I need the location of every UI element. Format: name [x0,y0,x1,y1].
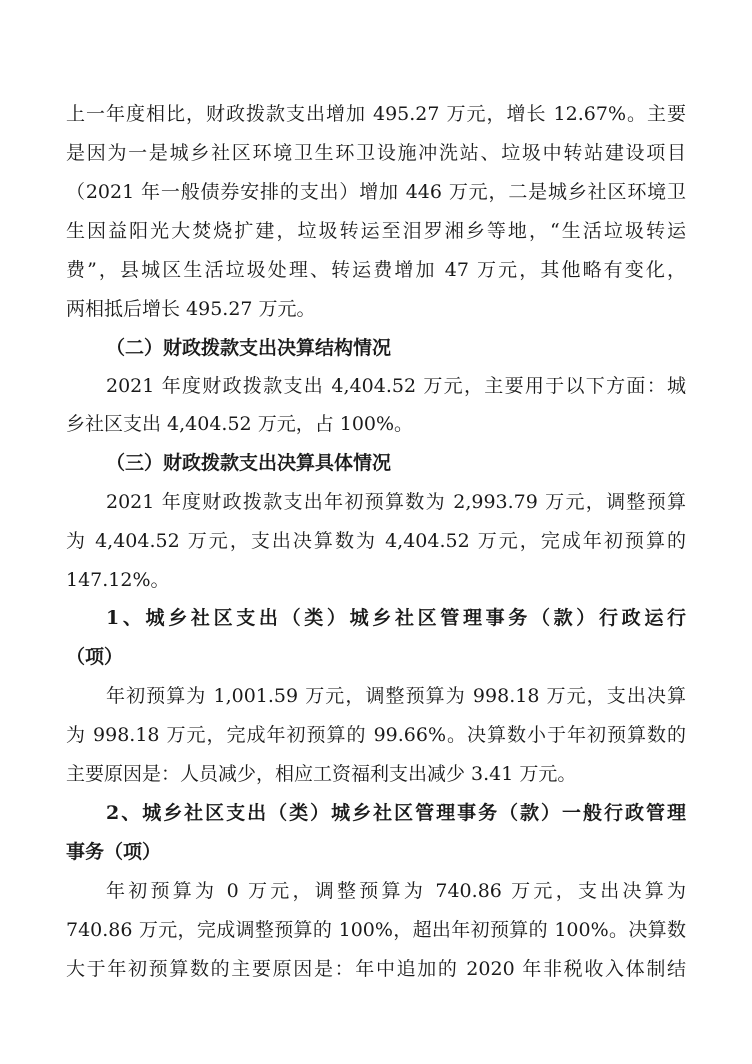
paragraph-line: 主要原因是：人员减少，相应工资福利支出减少 3.41 万元。 [66,763,577,785]
paragraph-line: 为 998.18 万元，完成年初预算的 99.66%。决算数小于年初预算数的 [66,724,686,746]
paragraph-line: 大于年初预算数的主要原因是：年中追加的 2020 年非税收入体制结 [66,958,686,980]
item-heading: 1、城乡社区支出（类）城乡社区管理事务（款）行政运行 [106,607,686,629]
paragraph-line: 生因益阳光大焚烧扩建，垃圾转运至泪罗湘乡等地，“生活垃圾转运 [66,220,686,242]
paragraph-line: 两相抵后增长 495.27 万元。 [66,298,316,320]
paragraph-line: 年初预算为 1,001.59 万元，调整预算为 998.18 万元，支出决算 [106,685,686,707]
paragraph-line: 为 4,404.52 万元，支出决算数为 4,404.52 万元，完成年初预算的 [66,530,686,552]
paragraph-line: 2021 年度财政拨款支出 4,404.52 万元，主要用于以下方面：城 [106,375,686,397]
paragraph-line: 乡社区支出 4,404.52 万元，占 100%。 [66,413,414,435]
item-heading: 2、城乡社区支出（类）城乡社区管理事务（款）一般行政管理 [106,802,686,824]
section-heading: （二）财政拨款支出决算结构情况 [106,337,392,359]
paragraph-line: （2021 年一般债券安排的支出）增加 446 万元，二是城乡社区环境卫 [66,181,686,203]
paragraph-line: 上一年度相比，财政拨款支出增加 495.27 万元，增长 12.67%。主要 [66,103,686,125]
paragraph-line: 费”，县城区生活垃圾处理、转运费增加 47 万元，其他略有变化， [66,259,686,281]
paragraph-line: 是因为一是城乡社区环境卫生环卫设施冲洗站、垃圾中转站建设项目 [66,142,686,164]
paragraph-line: 147.12%。 [66,569,170,591]
item-heading: 事务（项） [66,841,162,863]
paragraph-line: 740.86 万元，完成调整预算的 100%，超出年初预算的 100%。决算数 [66,919,686,941]
paragraph-line: 年初预算为 0 万元，调整预算为 740.86 万元，支出决算为 [106,880,686,902]
item-heading: （项） [66,646,124,668]
paragraph-line: 2021 年度财政拨款支出年初预算数为 2,993.79 万元，调整预算 [106,491,686,513]
section-heading: （三）财政拨款支出决算具体情况 [106,452,392,474]
